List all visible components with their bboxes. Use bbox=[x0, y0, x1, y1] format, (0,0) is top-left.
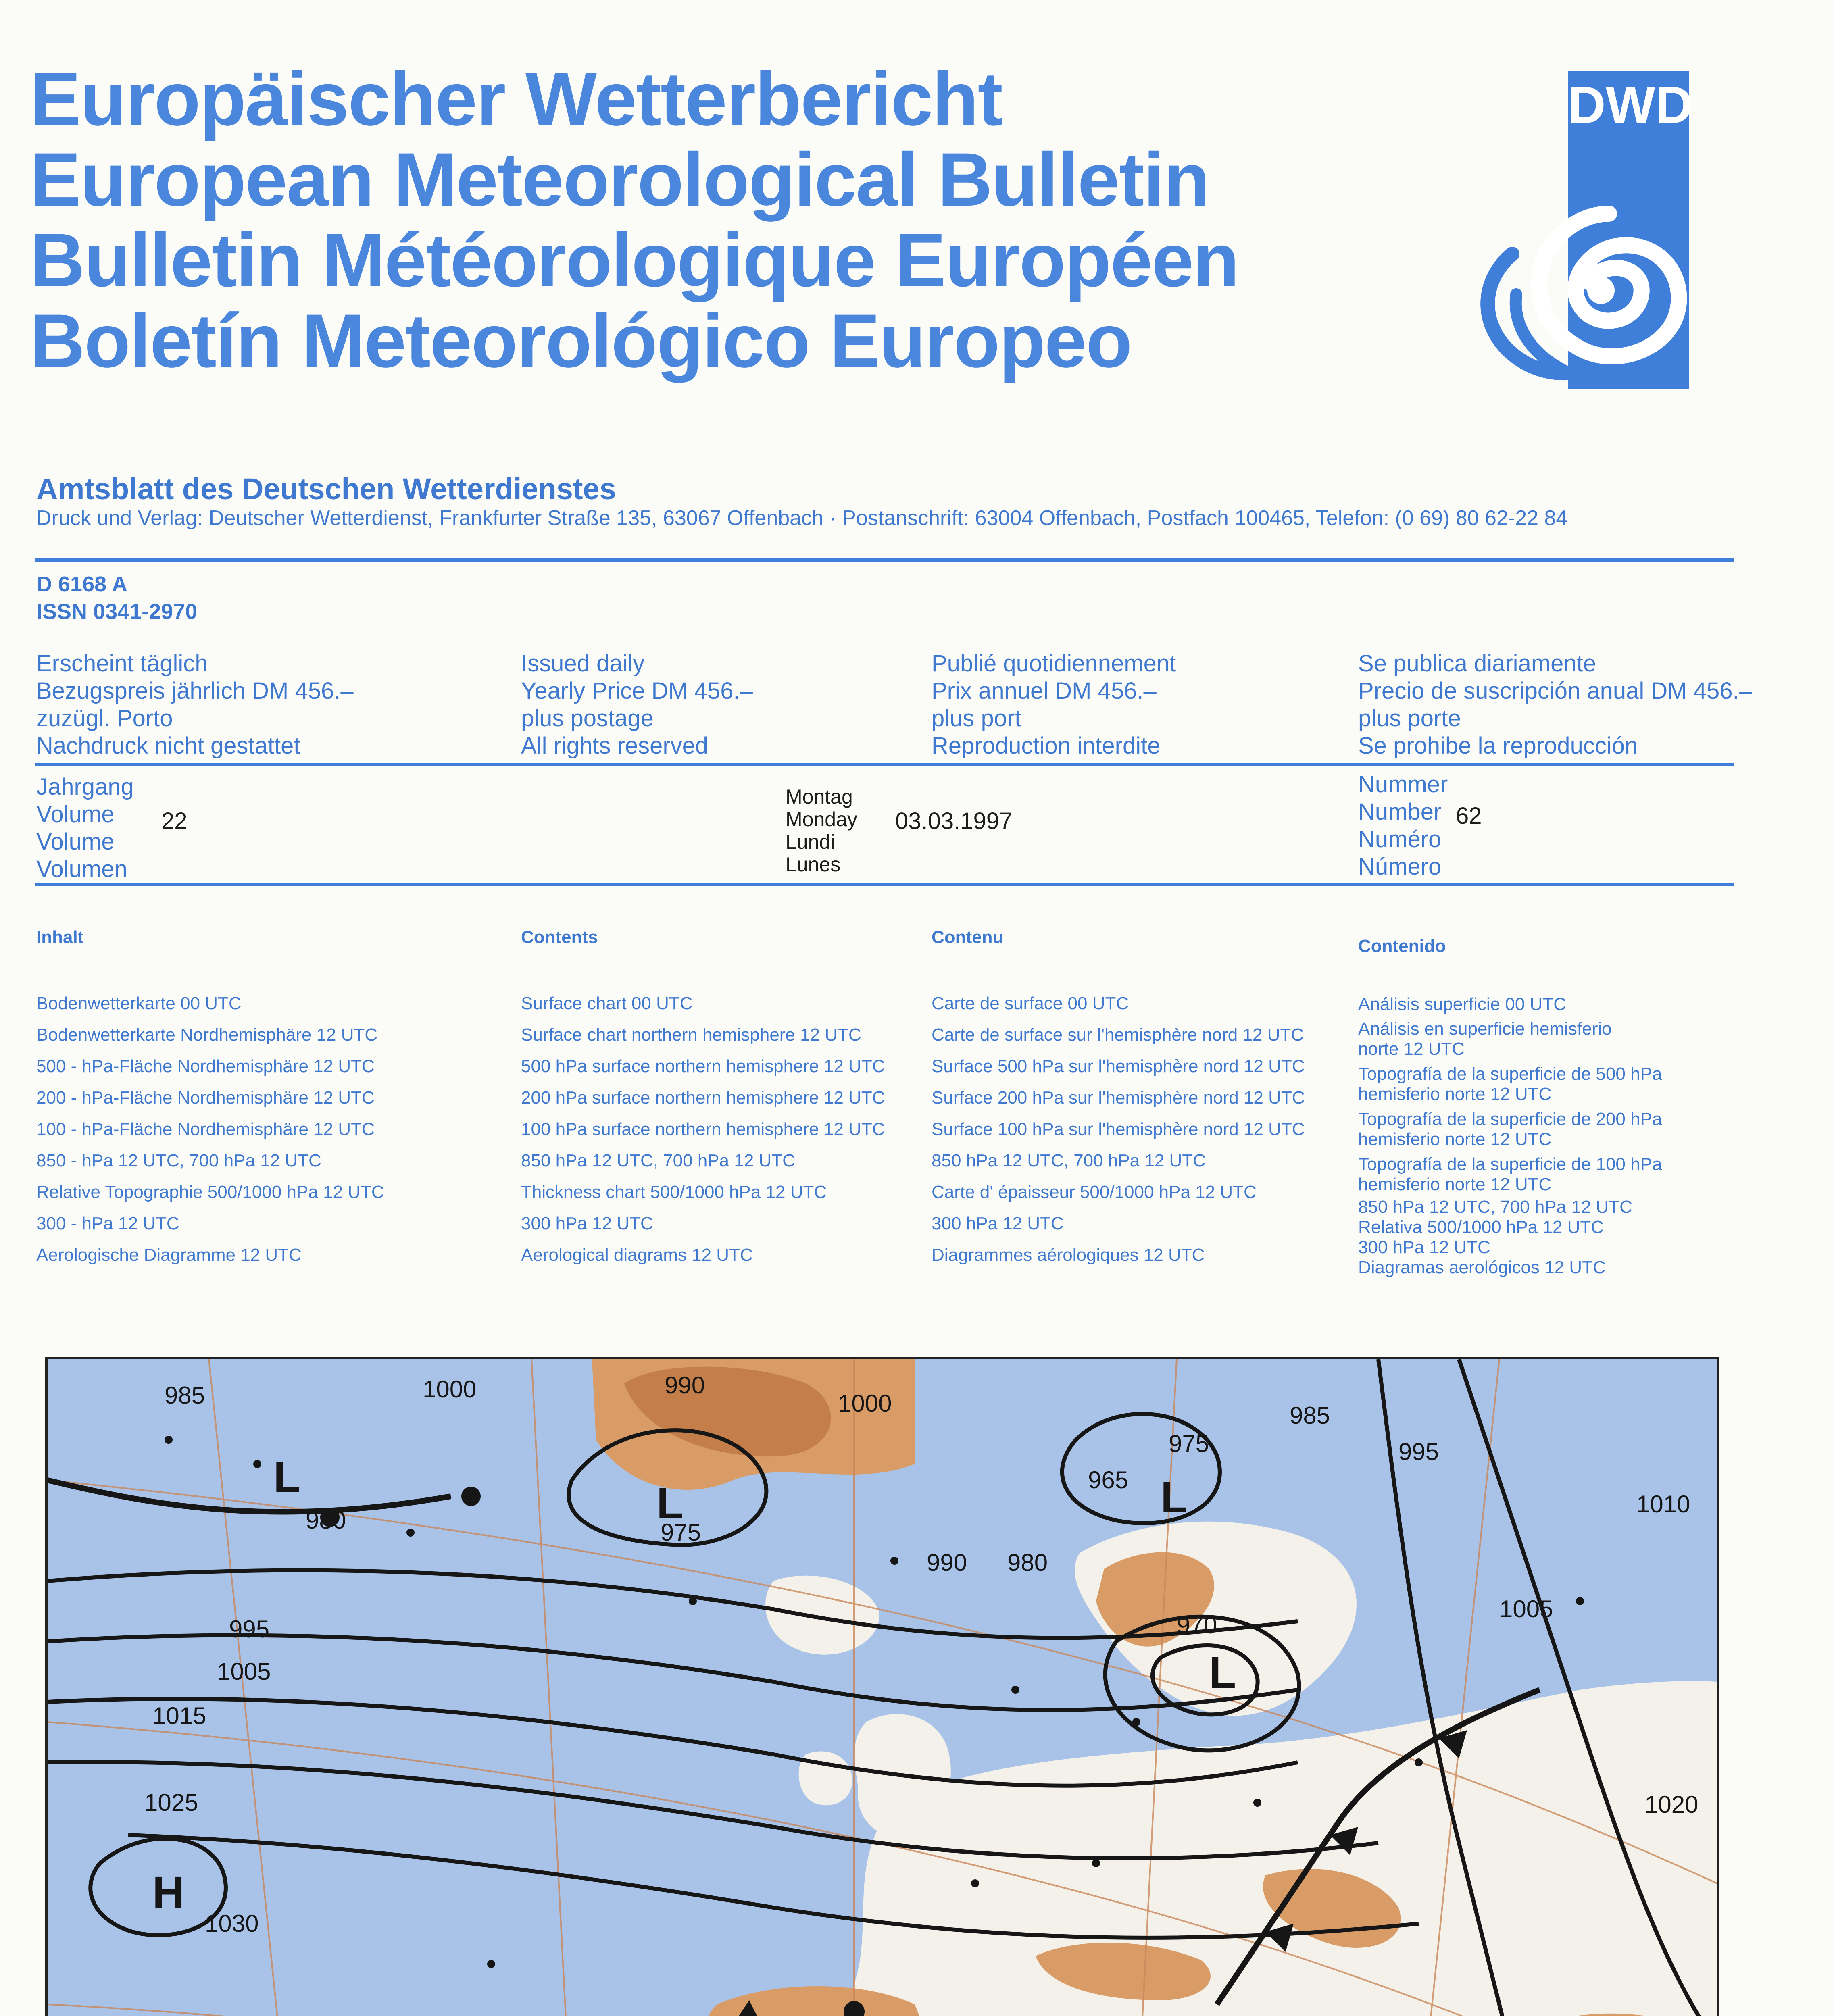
list-item: Topografía de la superficie de 100 hPa bbox=[1358, 1154, 1662, 1174]
svg-text:965: 965 bbox=[1088, 1466, 1129, 1493]
title-french: Bulletin Météorologique Européen bbox=[30, 218, 1239, 302]
list-item: 500 hPa surface northern hemisphere 12 UTC bbox=[521, 1056, 885, 1076]
svg-text:995: 995 bbox=[1398, 1438, 1439, 1465]
terms-french: Publié quotidiennement Prix annuel DM 456.– plus port Reproduction interdite bbox=[932, 650, 1176, 759]
list-item: Surface 500 hPa sur l'hemisphère nord 12 UTC bbox=[932, 1056, 1305, 1076]
list-item: Aerological diagrams 12 UTC bbox=[521, 1245, 753, 1265]
svg-text:970: 970 bbox=[1177, 1612, 1217, 1639]
list-item: Carte de surface sur l'hemisphère nord 12 UTC bbox=[932, 1025, 1304, 1045]
list-item: 300 hPa 12 UTC bbox=[932, 1214, 1064, 1233]
list-item: Topografía de la superficie de 200 hPa bbox=[1358, 1109, 1662, 1129]
list-item: hemisferio norte 12 UTC bbox=[1358, 1129, 1552, 1149]
list-item: 300 hPa 12 UTC bbox=[1358, 1237, 1490, 1257]
svg-text:975: 975 bbox=[1169, 1430, 1209, 1457]
contents-list-german bbox=[36, 988, 384, 1271]
svg-text:H: H bbox=[152, 1868, 185, 1917]
list-item: 300 hPa 12 UTC bbox=[521, 1214, 653, 1233]
number-value: 62 bbox=[1456, 803, 1482, 829]
svg-text:995: 995 bbox=[229, 1616, 270, 1643]
list-item: 200 hPa surface northern hemisphere 12 UTC bbox=[521, 1088, 885, 1108]
svg-text:1020: 1020 bbox=[1644, 1791, 1699, 1818]
dwd-logo-text: DWD bbox=[1568, 75, 1693, 134]
volume-labels: Jahrgang Volume Volume Volumen bbox=[36, 774, 134, 882]
list-item: Bodenwetterkarte Nordhemisphäre 12 UTC bbox=[36, 1025, 378, 1045]
list-item: Topografía de la superficie de 500 hPa bbox=[1358, 1064, 1662, 1084]
d-number: D 6168 A bbox=[36, 572, 128, 596]
surface-weather-map bbox=[45, 1357, 1719, 2016]
terms-spanish: Se publica diariamente Precio de suscripción anual DM 456.– plus porte Se prohibe la reproducción bbox=[1358, 650, 1752, 759]
list-item: Carte de surface 00 UTC bbox=[932, 993, 1129, 1013]
title-english: European Meteorological Bulletin bbox=[30, 137, 1209, 222]
divider bbox=[35, 883, 1734, 886]
svg-text:1000: 1000 bbox=[423, 1376, 477, 1403]
list-item: 850 hPa 12 UTC, 700 hPa 12 UTC bbox=[521, 1151, 795, 1170]
list-item: Diagramas aerológicos 12 UTC bbox=[1358, 1258, 1606, 1277]
svg-text:L: L bbox=[1209, 1648, 1236, 1697]
list-item: Surface 100 hPa sur l'hemisphère nord 12 UTC bbox=[932, 1119, 1305, 1139]
svg-text:990: 990 bbox=[927, 1549, 967, 1576]
volume-value: 22 bbox=[161, 808, 188, 834]
list-item: Thickness chart 500/1000 hPa 12 UTC bbox=[521, 1182, 827, 1202]
publisher-address: Druck und Verlag: Deutscher Wetterdienst, Frankfurter Straße 135, 63067 Offenbach · Postanschrift: 63004 Offenbach, Postfach 100465, Telefon: (0 69) 80 62-22 84 bbox=[36, 506, 1568, 530]
list-item: Surface chart 00 UTC bbox=[521, 993, 693, 1013]
svg-text:1005: 1005 bbox=[1499, 1595, 1553, 1622]
svg-text:980: 980 bbox=[1007, 1549, 1048, 1576]
list-item: 200 - hPa-Fläche Nordhemisphäre 12 UTC bbox=[36, 1088, 375, 1108]
list-item: 300 - hPa 12 UTC bbox=[36, 1214, 179, 1233]
map-drawing bbox=[48, 1359, 1717, 2016]
publisher-name: Amtsblatt des Deutschen Wetterdienstes bbox=[36, 472, 616, 506]
svg-text:980: 980 bbox=[306, 1507, 346, 1534]
svg-text:985: 985 bbox=[165, 1382, 205, 1409]
list-item: Carte d' épaisseur 500/1000 hPa 12 UTC bbox=[932, 1182, 1257, 1202]
svg-text:1005: 1005 bbox=[217, 1658, 271, 1685]
svg-text:L: L bbox=[1161, 1472, 1188, 1522]
svg-text:985: 985 bbox=[1290, 1402, 1330, 1429]
list-item: 100 hPa surface northern hemisphere 12 UTC bbox=[521, 1119, 885, 1139]
svg-text:1015: 1015 bbox=[152, 1702, 206, 1729]
terms-german: Erscheint täglich Bezugspreis jährlich DM 456.– zuzügl. Porto Nachdruck nicht gestattet bbox=[36, 650, 354, 759]
list-item: Bodenwetterkarte 00 UTC bbox=[36, 993, 242, 1013]
list-item: Aerologische Diagramme 12 UTC bbox=[36, 1245, 302, 1265]
title-spanish: Boletín Meteorológico Europeo bbox=[30, 298, 1132, 383]
svg-text:L: L bbox=[273, 1452, 301, 1502]
contents-heading-french: Contenu bbox=[932, 927, 1004, 947]
list-item: 100 - hPa-Fläche Nordhemisphäre 12 UTC bbox=[36, 1119, 375, 1139]
contents-heading-spanish: Contenido bbox=[1358, 936, 1446, 956]
svg-text:990: 990 bbox=[665, 1372, 705, 1399]
contents-list-english bbox=[521, 988, 885, 1271]
list-item: Análisis en superficie hemisferio bbox=[1358, 1019, 1612, 1039]
svg-text:1030: 1030 bbox=[205, 1910, 259, 1937]
list-item: 500 - hPa-Fläche Nordhemisphäre 12 UTC bbox=[36, 1056, 375, 1076]
contents-heading-english: Contents bbox=[521, 927, 598, 947]
svg-text:1010: 1010 bbox=[1636, 1491, 1690, 1518]
list-item: Surface 200 hPa sur l'hemisphère nord 12 UTC bbox=[932, 1088, 1305, 1108]
list-item: Análisis superficie 00 UTC bbox=[1358, 994, 1566, 1014]
terms-english: Issued daily Yearly Price DM 456.– plus postage All rights reserved bbox=[521, 650, 753, 759]
list-item: Surface chart northern hemisphere 12 UTC bbox=[521, 1025, 861, 1045]
divider bbox=[35, 763, 1734, 766]
list-item: Relativa 500/1000 hPa 12 UTC bbox=[1358, 1217, 1604, 1237]
svg-text:975: 975 bbox=[661, 1519, 701, 1546]
issn: ISSN 0341-2970 bbox=[36, 600, 198, 624]
list-item: hemisferio norte 12 UTC bbox=[1358, 1084, 1552, 1104]
day-labels: Montag Monday Lundi Lunes bbox=[786, 785, 857, 876]
list-item: Relative Topographie 500/1000 hPa 12 UTC bbox=[36, 1182, 384, 1202]
divider bbox=[35, 558, 1734, 562]
list-item: 850 - hPa 12 UTC, 700 hPa 12 UTC bbox=[36, 1151, 321, 1170]
list-item: norte 12 UTC bbox=[1358, 1039, 1465, 1059]
number-labels: Nummer Number Numéro Número bbox=[1358, 771, 1448, 880]
list-item: Diagrammes aérologiques 12 UTC bbox=[932, 1245, 1205, 1265]
svg-text:L: L bbox=[656, 1479, 684, 1528]
dwd-spiral-icon bbox=[1468, 161, 1718, 395]
issue-date: 03.03.1997 bbox=[895, 808, 1013, 834]
svg-text:1025: 1025 bbox=[144, 1789, 198, 1816]
list-item: 850 hPa 12 UTC, 700 hPa 12 UTC bbox=[932, 1151, 1206, 1170]
svg-text:1000: 1000 bbox=[838, 1390, 892, 1417]
title-german: Europäischer Wetterbericht bbox=[30, 56, 1002, 141]
contents-heading-german: Inhalt bbox=[36, 927, 84, 947]
list-item: hemisferio norte 12 UTC bbox=[1358, 1175, 1552, 1194]
contents-list-french bbox=[932, 988, 1305, 1271]
list-item: 850 hPa 12 UTC, 700 hPa 12 UTC bbox=[1358, 1197, 1632, 1217]
contents-list-spanish bbox=[1358, 990, 1662, 1278]
